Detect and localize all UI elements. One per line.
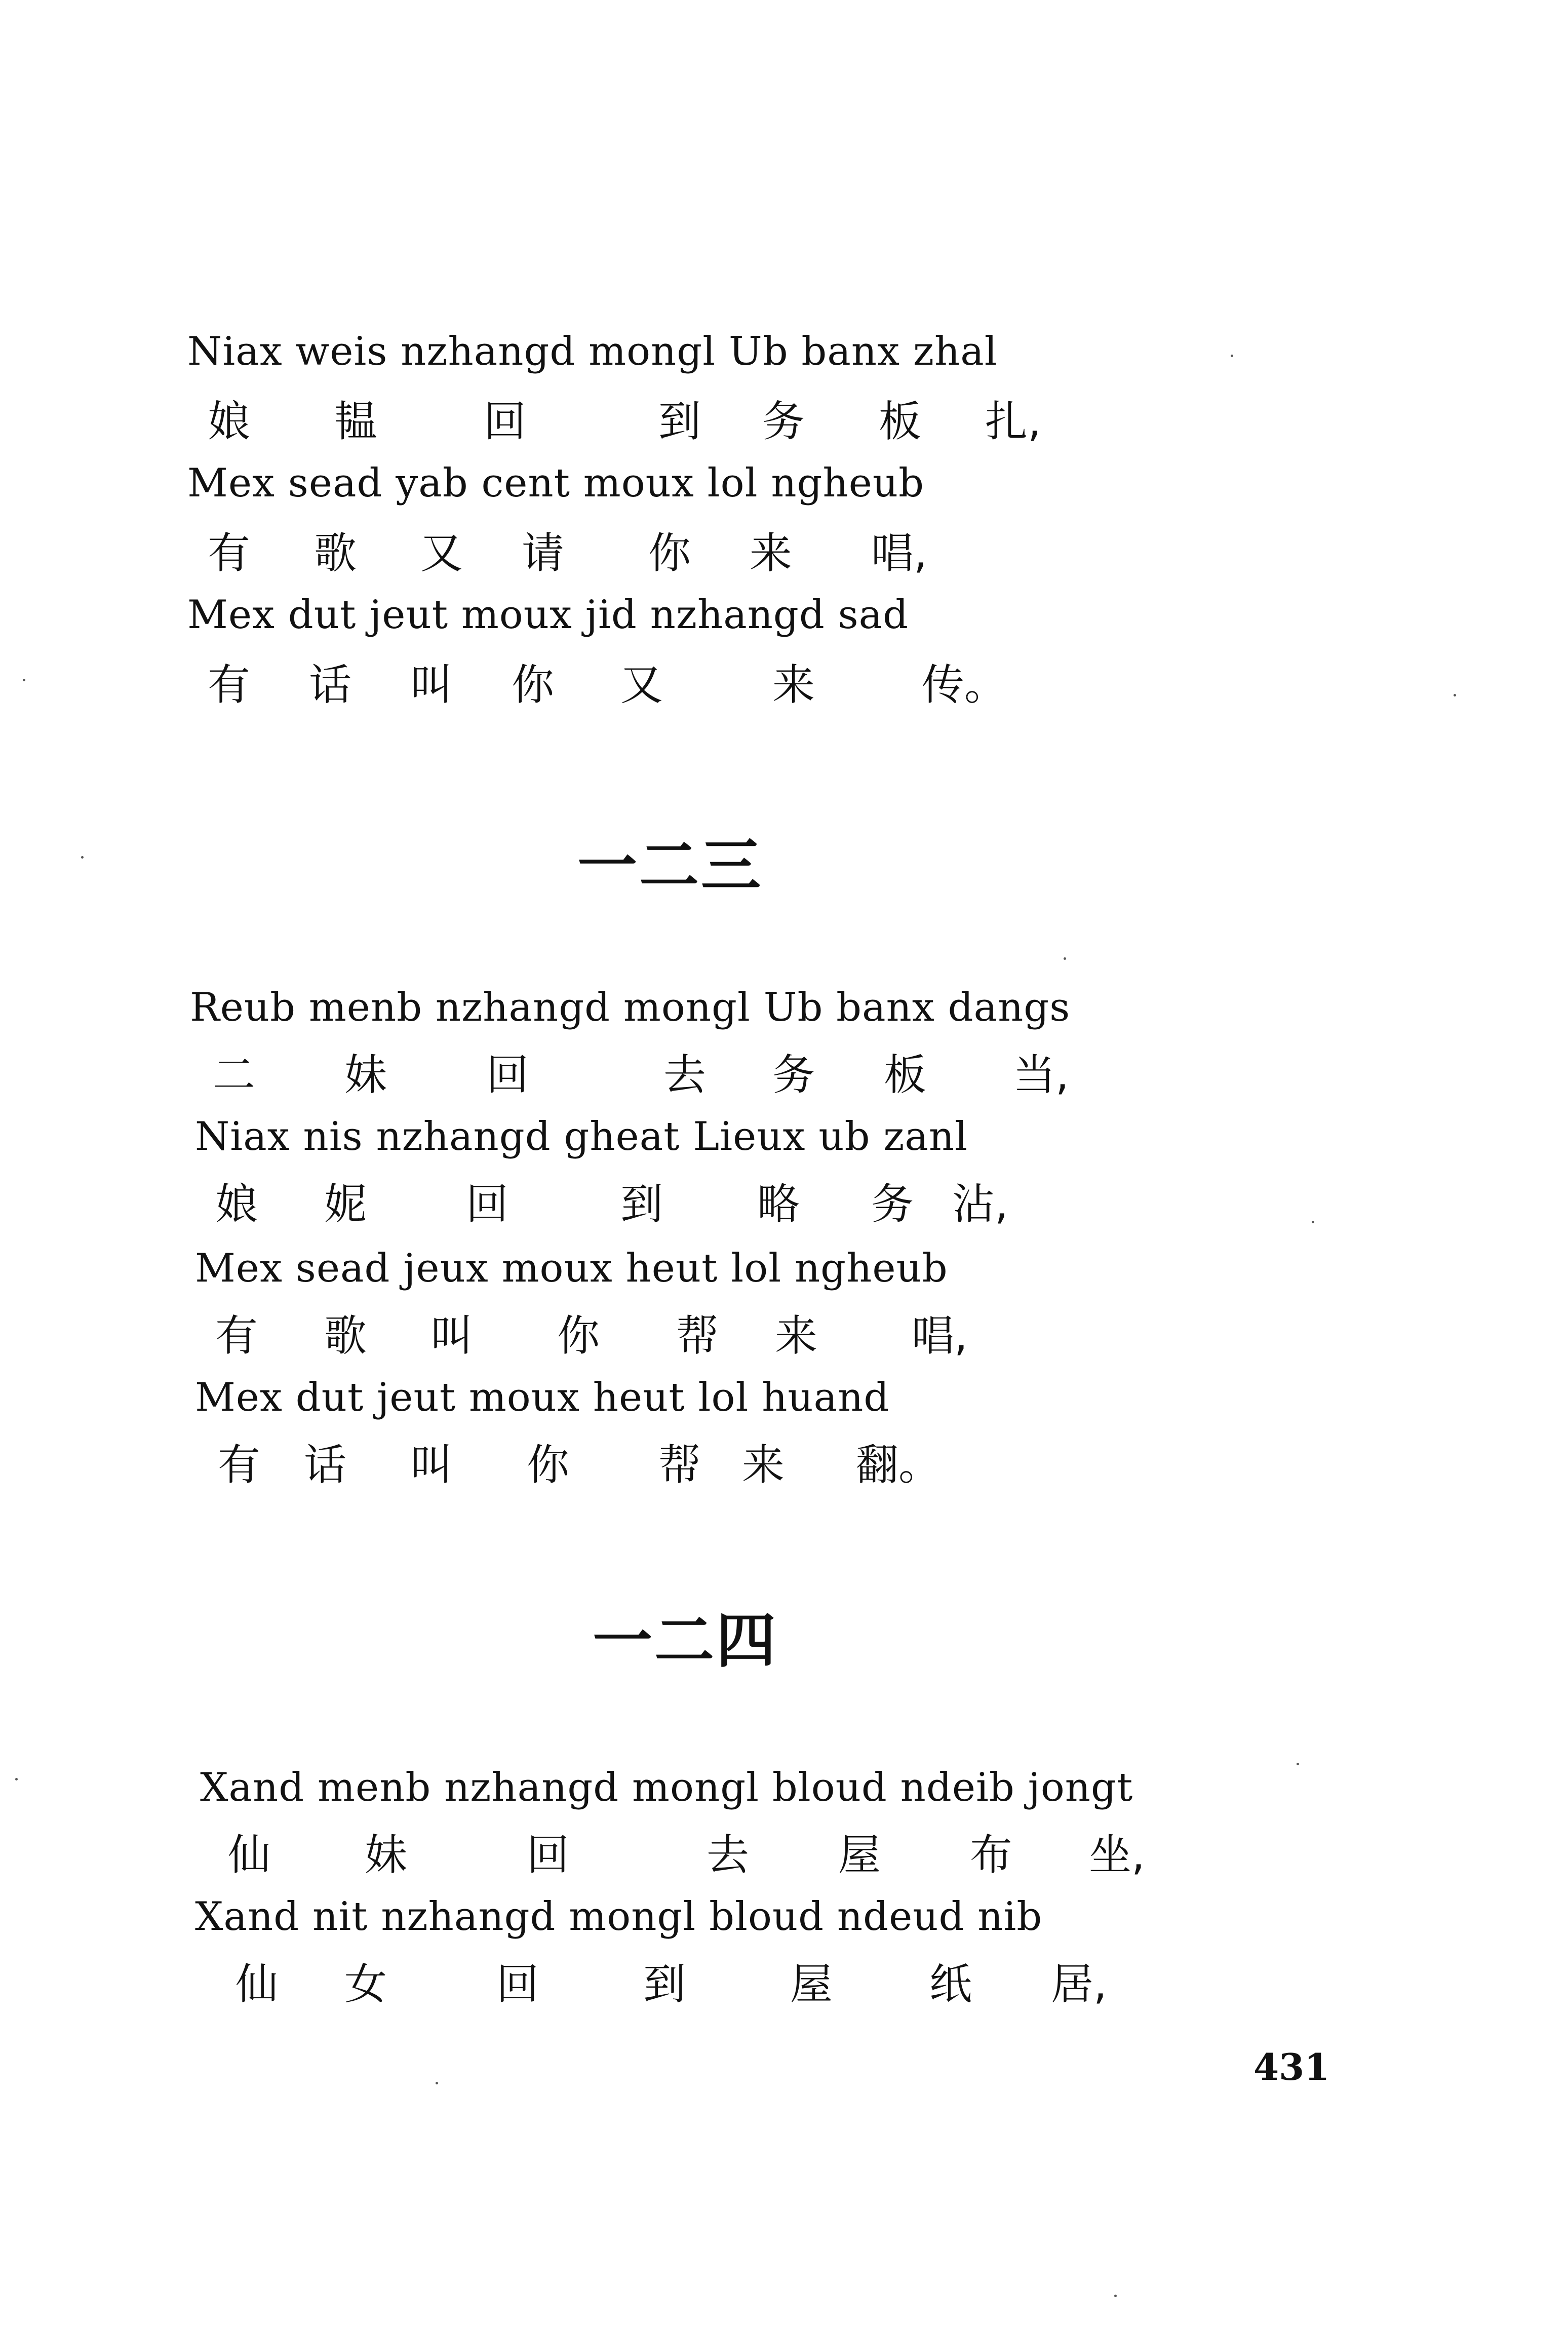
gloss-char: 唱, [871,528,927,578]
gloss-char: 去 [663,1050,707,1100]
gloss-char: 叫 [410,660,453,710]
gloss-char: 回 [527,1830,570,1880]
gloss-char: 到 [620,1179,663,1229]
gloss-char: 居, [1051,1959,1107,2009]
gloss-char: 回 [484,397,527,446]
chinese-gloss-line [0,660,1568,719]
gloss-char: 叫 [410,1440,453,1490]
gloss-char: 回 [486,1050,529,1100]
romanized-line: Mex dut jeut moux heut lol huand [195,1375,890,1420]
gloss-char: 板 [884,1050,927,1100]
gloss-char: 扎, [985,397,1041,446]
gloss-char: 二 [213,1050,256,1100]
gloss-char: 到 [658,397,701,446]
verse-number-heading: 一二三 [577,831,763,901]
gloss-char: 又 [420,528,463,578]
gloss-char: 有 [218,1440,261,1490]
gloss-char: 妹 [365,1830,408,1880]
verse-number-heading: 一二四 [593,1606,778,1676]
gloss-char: 传。 [922,660,1007,710]
gloss-char: 话 [309,660,352,710]
gloss-char: 务 [772,1050,815,1100]
gloss-char: 女 [344,1959,387,2009]
gloss-char: 略 [757,1179,800,1229]
gloss-char: 回 [466,1179,509,1229]
gloss-char: 韫 [334,397,377,446]
gloss-char: 沾, [952,1179,1008,1229]
gloss-char: 话 [304,1440,347,1490]
gloss-char: 妹 [344,1050,387,1100]
gloss-char: 有 [208,660,251,710]
chinese-gloss-line [0,1959,1568,2019]
gloss-char: 娘 [208,397,251,446]
page-number: 431 [1253,2045,1330,2088]
gloss-char: 到 [643,1959,686,2009]
chinese-gloss-line [0,397,1568,456]
gloss-char: 翻。 [856,1440,942,1490]
gloss-char: 板 [879,397,922,446]
gloss-char: 帮 [658,1440,701,1490]
romanized-line: Mex dut jeut moux jid nzhangd sad [187,592,909,638]
gloss-char: 务 [762,397,805,446]
chinese-gloss-line [0,1311,1568,1370]
gloss-char: 又 [620,660,663,710]
gloss-char: 妮 [324,1179,367,1229]
romanized-line: Niax weis nzhangd mongl Ub banx zhal [187,329,998,374]
gloss-char: 纸 [929,1959,972,2009]
chinese-gloss-line [0,1440,1568,1499]
gloss-char: 你 [512,660,555,710]
chinese-gloss-line [0,1050,1568,1109]
gloss-char: 歌 [314,528,357,578]
gloss-char: 帮 [676,1311,719,1361]
gloss-char: 叫 [430,1311,474,1361]
gloss-char: 屋 [790,1959,833,2009]
gloss-char: 请 [522,528,565,578]
romanized-line: Reub menb nzhangd mongl Ub banx dangs [190,985,1071,1030]
gloss-char: 务 [871,1179,914,1229]
gloss-char: 唱, [912,1311,968,1361]
gloss-char: 当, [1013,1050,1069,1100]
gloss-char: 来 [775,1311,818,1361]
gloss-char: 娘 [215,1179,258,1229]
gloss-char: 歌 [324,1311,367,1361]
gloss-char: 仙 [228,1830,271,1880]
gloss-char: 来 [772,660,815,710]
romanized-line: Niax nis nzhangd gheat Lieux ub zanl [195,1114,968,1159]
romanized-line: Xand nit nzhangd mongl bloud ndeud nib [195,1894,1043,1940]
romanized-line: Mex sead yab cent moux lol ngheub [187,460,925,506]
chinese-gloss-line [0,1830,1568,1889]
gloss-char: 布 [970,1830,1013,1880]
gloss-char: 你 [557,1311,600,1361]
gloss-char: 坐, [1089,1830,1145,1880]
gloss-char: 去 [707,1830,750,1880]
gloss-char: 你 [527,1440,570,1490]
chinese-gloss-line [0,1179,1568,1238]
romanized-line: Mex sead jeux moux heut lol ngheub [195,1246,948,1291]
romanized-line: Xand menb nzhangd mongl bloud ndeib jongt [200,1765,1133,1810]
gloss-char: 回 [496,1959,539,2009]
gloss-char: 你 [648,528,691,578]
gloss-char: 有 [215,1311,258,1361]
gloss-char: 屋 [838,1830,881,1880]
gloss-char: 来 [750,528,793,578]
chinese-gloss-line [0,528,1568,588]
gloss-char: 有 [208,528,251,578]
gloss-char: 来 [742,1440,785,1490]
gloss-char: 仙 [236,1959,279,2009]
